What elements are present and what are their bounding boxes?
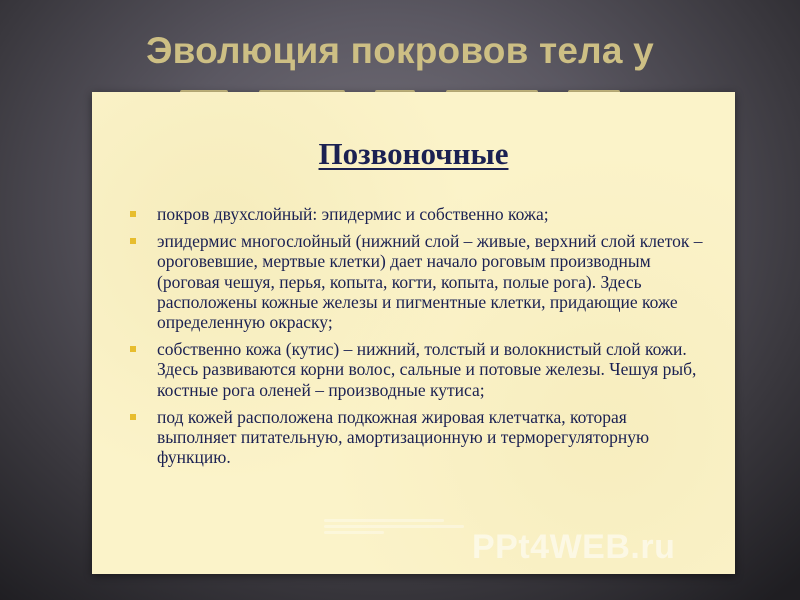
bullet-item [130,407,710,468]
watermark-small-text [324,516,474,546]
card-title: Позвоночные [318,136,509,171]
bullet-item [130,231,710,332]
bullet-text: под кожей расположена подкожная жировая клетчатка, которая выполняет питательную, амортизационную и терморегуляторную функцию. [157,406,650,468]
bullet-list [130,204,710,474]
bullet-text: собственно кожа (кутис) – нижний, толстый и волокнистый слой кожи. Здесь развиваются корни волос, сальные и потовые железы. Чешуя рыб, костные рога оленей – производные кутиса; [157,339,697,400]
bullet-item [130,339,710,400]
content-card [92,92,735,574]
slide-title: Эволюция покровов тела у [146,30,654,71]
square-bullet-icon [130,238,136,244]
bullet-text: покров двухслойный: эпидермис и собственно кожа; [157,204,549,224]
watermark: PPt4WEB.ru [472,528,676,566]
bullet-text: эпидермис многослойный (нижний слой – живые, верхний слой клеток – ороговевшие, мертвые клетки) дает начало роговым производным (роговая чешуя, перья, копыта, когти, копыта, полые рога). Здесь расположены кожные железы и пигментные клетки, придающие коже определенную окраску; [157,231,703,333]
square-bullet-icon [130,346,136,352]
bullet-item [130,204,710,224]
square-bullet-icon [130,211,136,217]
square-bullet-icon [130,414,136,420]
